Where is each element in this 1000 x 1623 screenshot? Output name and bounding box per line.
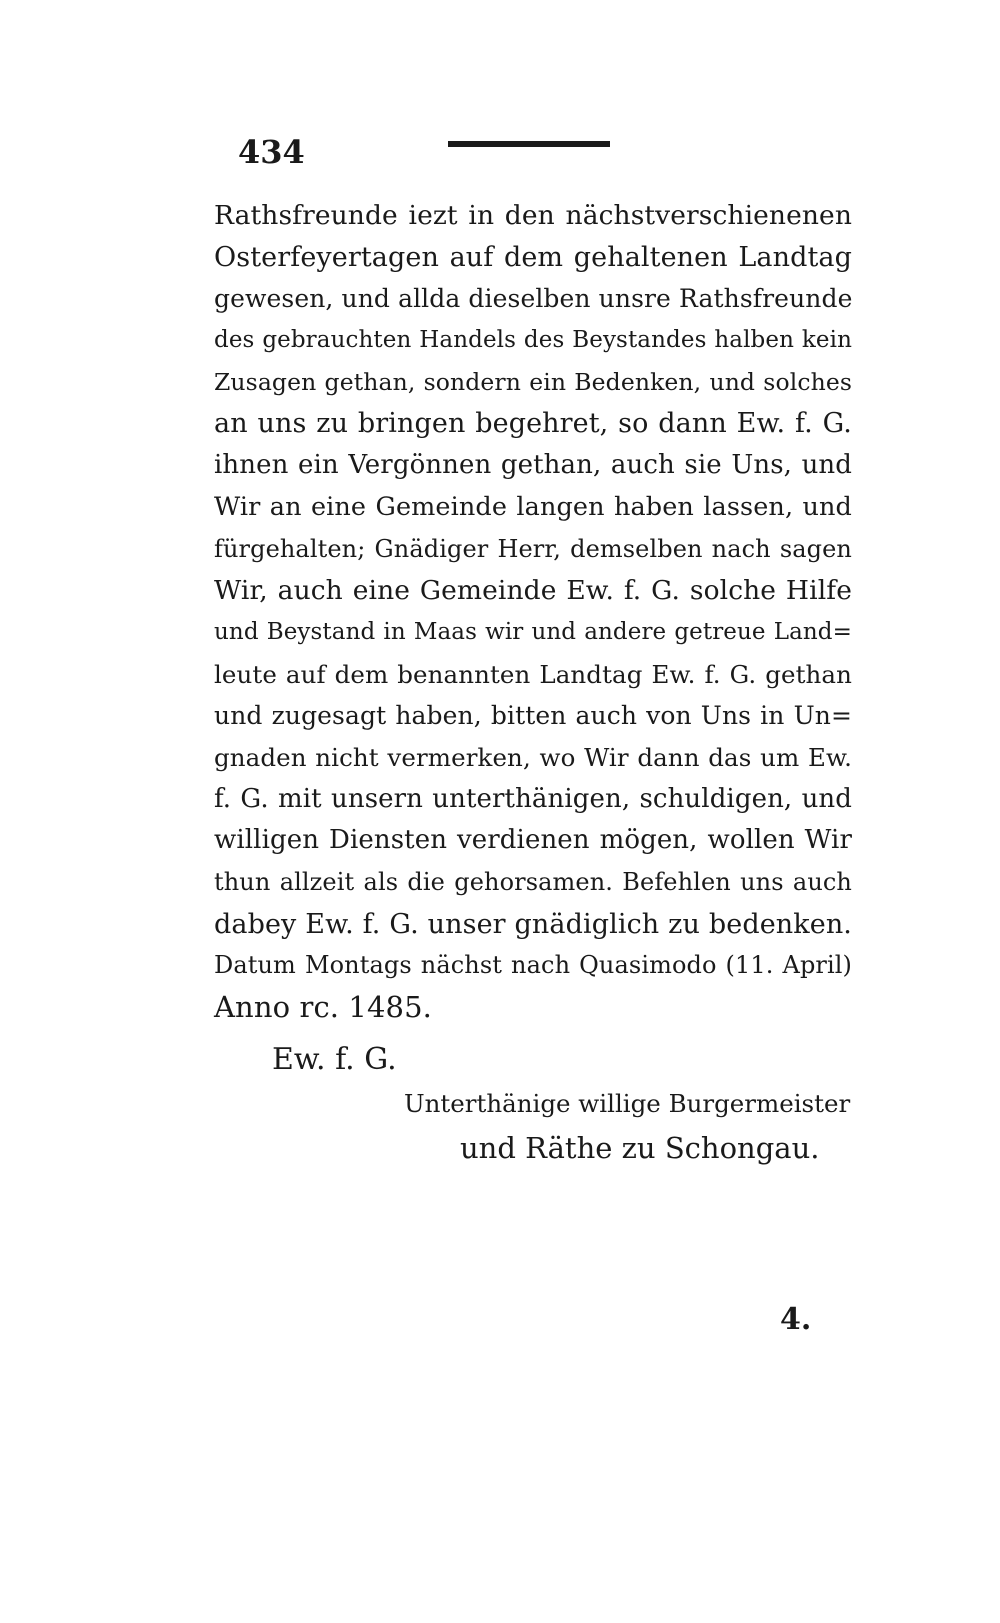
text-line: an uns zu bringen begehret, so dann Ew. f. G.	[214, 408, 852, 440]
text-line: gewesen, und allda dieselben unsre Rathsfreunde	[214, 284, 853, 314]
catchword: 4.	[780, 1302, 812, 1337]
header-rule	[448, 141, 610, 147]
signature-block	[404, 1082, 854, 1170]
text-line: Zusagen gethan, sondern ein Bedenken, und solches	[214, 367, 852, 396]
text-line: f. G. mit unsern unterthänigen, schuldigen, und	[214, 783, 852, 814]
text-line: Wir an eine Gemeinde langen haben lassen, und	[214, 491, 852, 522]
text-line: fürgehalten; Gnädiger Herr, demselben nach sagen	[214, 534, 852, 563]
text-line: und Beystand in Maas wir und andere getreue Land=	[214, 618, 852, 645]
text-line: dabey Ew. f. G. unser gnädiglich zu bedenken.	[214, 908, 852, 940]
text-line: leute auf dem benannten Landtag Ew. f. G. gethan	[214, 659, 852, 689]
text-line: Datum Montags nächst nach Quasimodo (11. April)	[214, 951, 852, 980]
text-line: gnaden nicht vermerken, wo Wir dann das um Ew.	[214, 742, 852, 772]
text-line: Anno rc. 1485.	[214, 990, 432, 1025]
signature-line: und Räthe zu Schongau.	[460, 1131, 820, 1165]
text-line: willigen Diensten verdienen mögen, wollen Wir	[214, 825, 852, 856]
text-line: thun allzeit als die gehorsamen. Befehlen uns auch	[214, 868, 852, 896]
text-line: und zugesagt haben, bitten auch von Uns in Un=	[214, 701, 852, 731]
signature-line: Unterthänige willige Burgermeister	[404, 1089, 851, 1118]
closing-salutation: Ew. f. G.	[272, 1042, 397, 1077]
text-line: des gebrauchten Handels des Beystandes halben kein	[214, 327, 852, 354]
body-text	[214, 195, 852, 1029]
text-line: Rathsfreunde iezt in den nächstverschienenen	[214, 200, 852, 231]
text-line: ihnen ein Vergönnen gethan, auch sie Uns, und	[214, 450, 852, 481]
page-number: 434	[238, 133, 305, 171]
text-line: Osterfeyertagen auf dem gehaltenen Landtag	[214, 241, 852, 273]
text-line: Wir, auch eine Gemeinde Ew. f. G. solche Hilfe	[214, 575, 852, 607]
